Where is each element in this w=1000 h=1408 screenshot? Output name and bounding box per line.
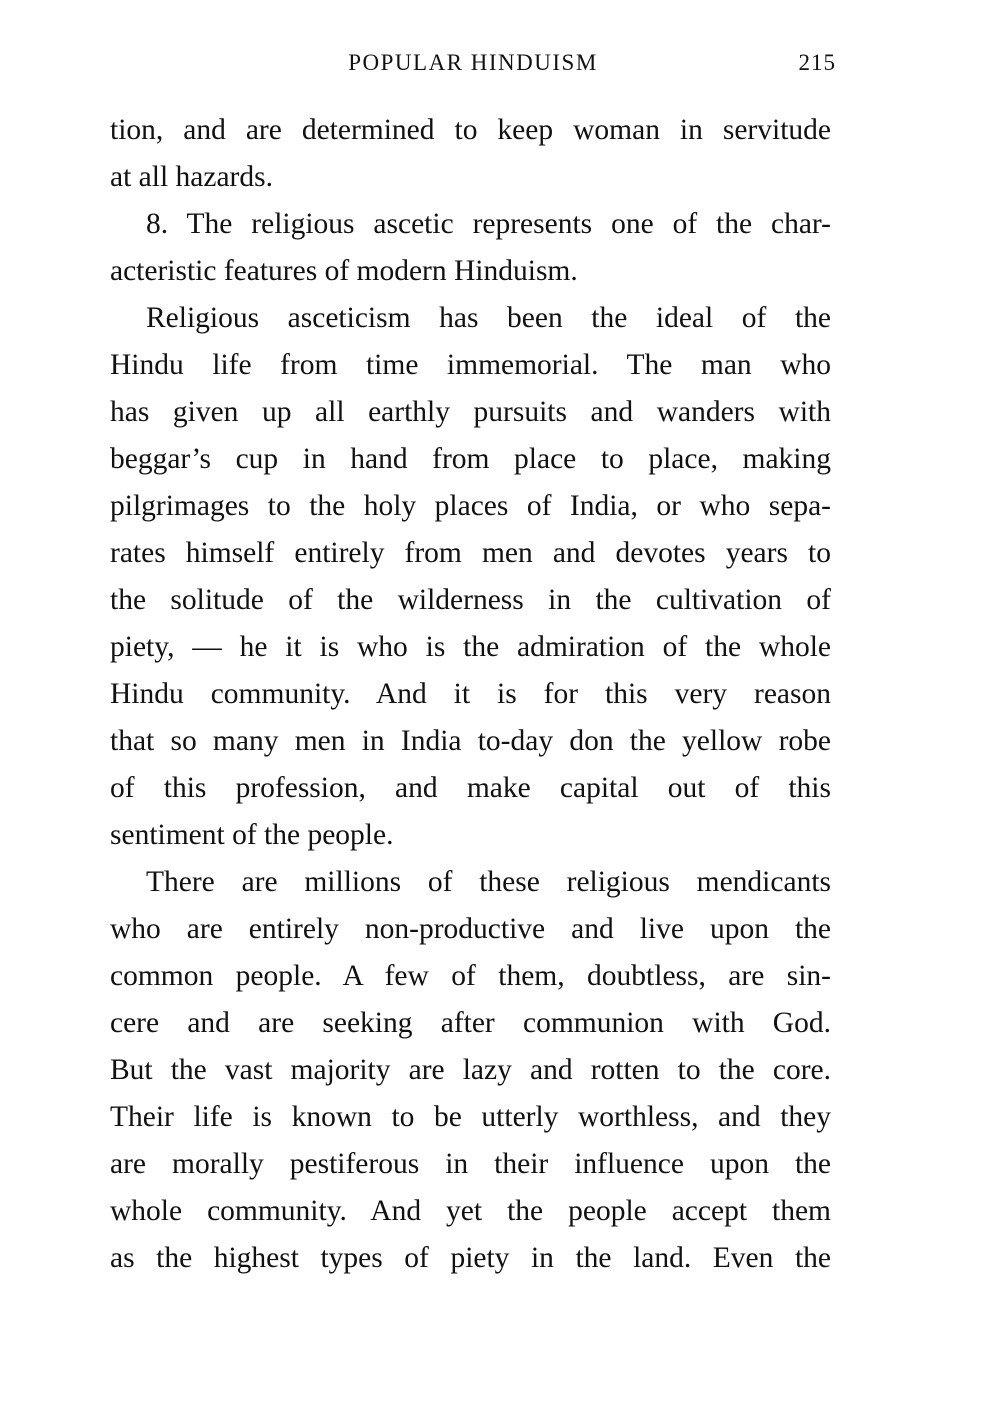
paragraph-4 [110, 859, 831, 1282]
text-line: beggar’s cup in hand from place to place, making [110, 443, 831, 475]
text-line: rates himself entirely from men and devotes years to [110, 537, 831, 569]
text-line: sentiment of the people. [110, 819, 394, 851]
text-line: whole community. And yet the people accept them [110, 1195, 831, 1227]
text-line: common people. A few of them, doubtless, are sin- [110, 960, 831, 992]
text-line: that so many men in India to-day don the yellow robe [110, 725, 831, 757]
text-line: Hindu community. And it is for this very reason [110, 678, 831, 710]
paragraph-1 [110, 107, 831, 201]
text-line: cere and are seeking after communion with God. [110, 1007, 831, 1039]
text-line: There are millions of these religious mendicants [146, 866, 831, 898]
text-line: piety, — he it is who is the admiration of the whole [110, 631, 831, 663]
text-line: as the highest types of piety in the land. Even the [110, 1242, 831, 1274]
text-line: has given up all earthly pursuits and wanders with [110, 396, 831, 428]
text-line: acteristic features of modern Hinduism. [110, 255, 578, 287]
text-line: Religious asceticism has been the ideal of the [146, 302, 831, 334]
paragraph-2 [110, 201, 831, 295]
text-line: But the vast majority are lazy and rotten to the core. [110, 1054, 831, 1086]
text-line: are morally pestiferous in their influence upon the [110, 1148, 831, 1180]
text-line: tion, and are determined to keep woman in servitude [110, 114, 831, 146]
text-line: who are entirely non-productive and live upon the [110, 913, 831, 945]
body-text [110, 107, 831, 1282]
text-line: Their life is known to be utterly worthless, and they [110, 1101, 831, 1133]
text-line: the solitude of the wilderness in the cultivation of [110, 584, 831, 616]
text-line: 8. The religious ascetic represents one of the char- [146, 208, 831, 240]
running-title: POPULAR HINDUISM [348, 50, 598, 75]
page-number: 215 [798, 50, 836, 75]
page-header [110, 50, 836, 82]
text-line: pilgrimages to the holy places of India, or who sepa- [110, 490, 831, 522]
text-line: Hindu life from time immemorial. The man who [110, 349, 831, 381]
text-line: of this profession, and make capital out of this [110, 772, 831, 804]
paragraph-3 [110, 295, 831, 859]
text-line: at all hazards. [110, 161, 273, 193]
